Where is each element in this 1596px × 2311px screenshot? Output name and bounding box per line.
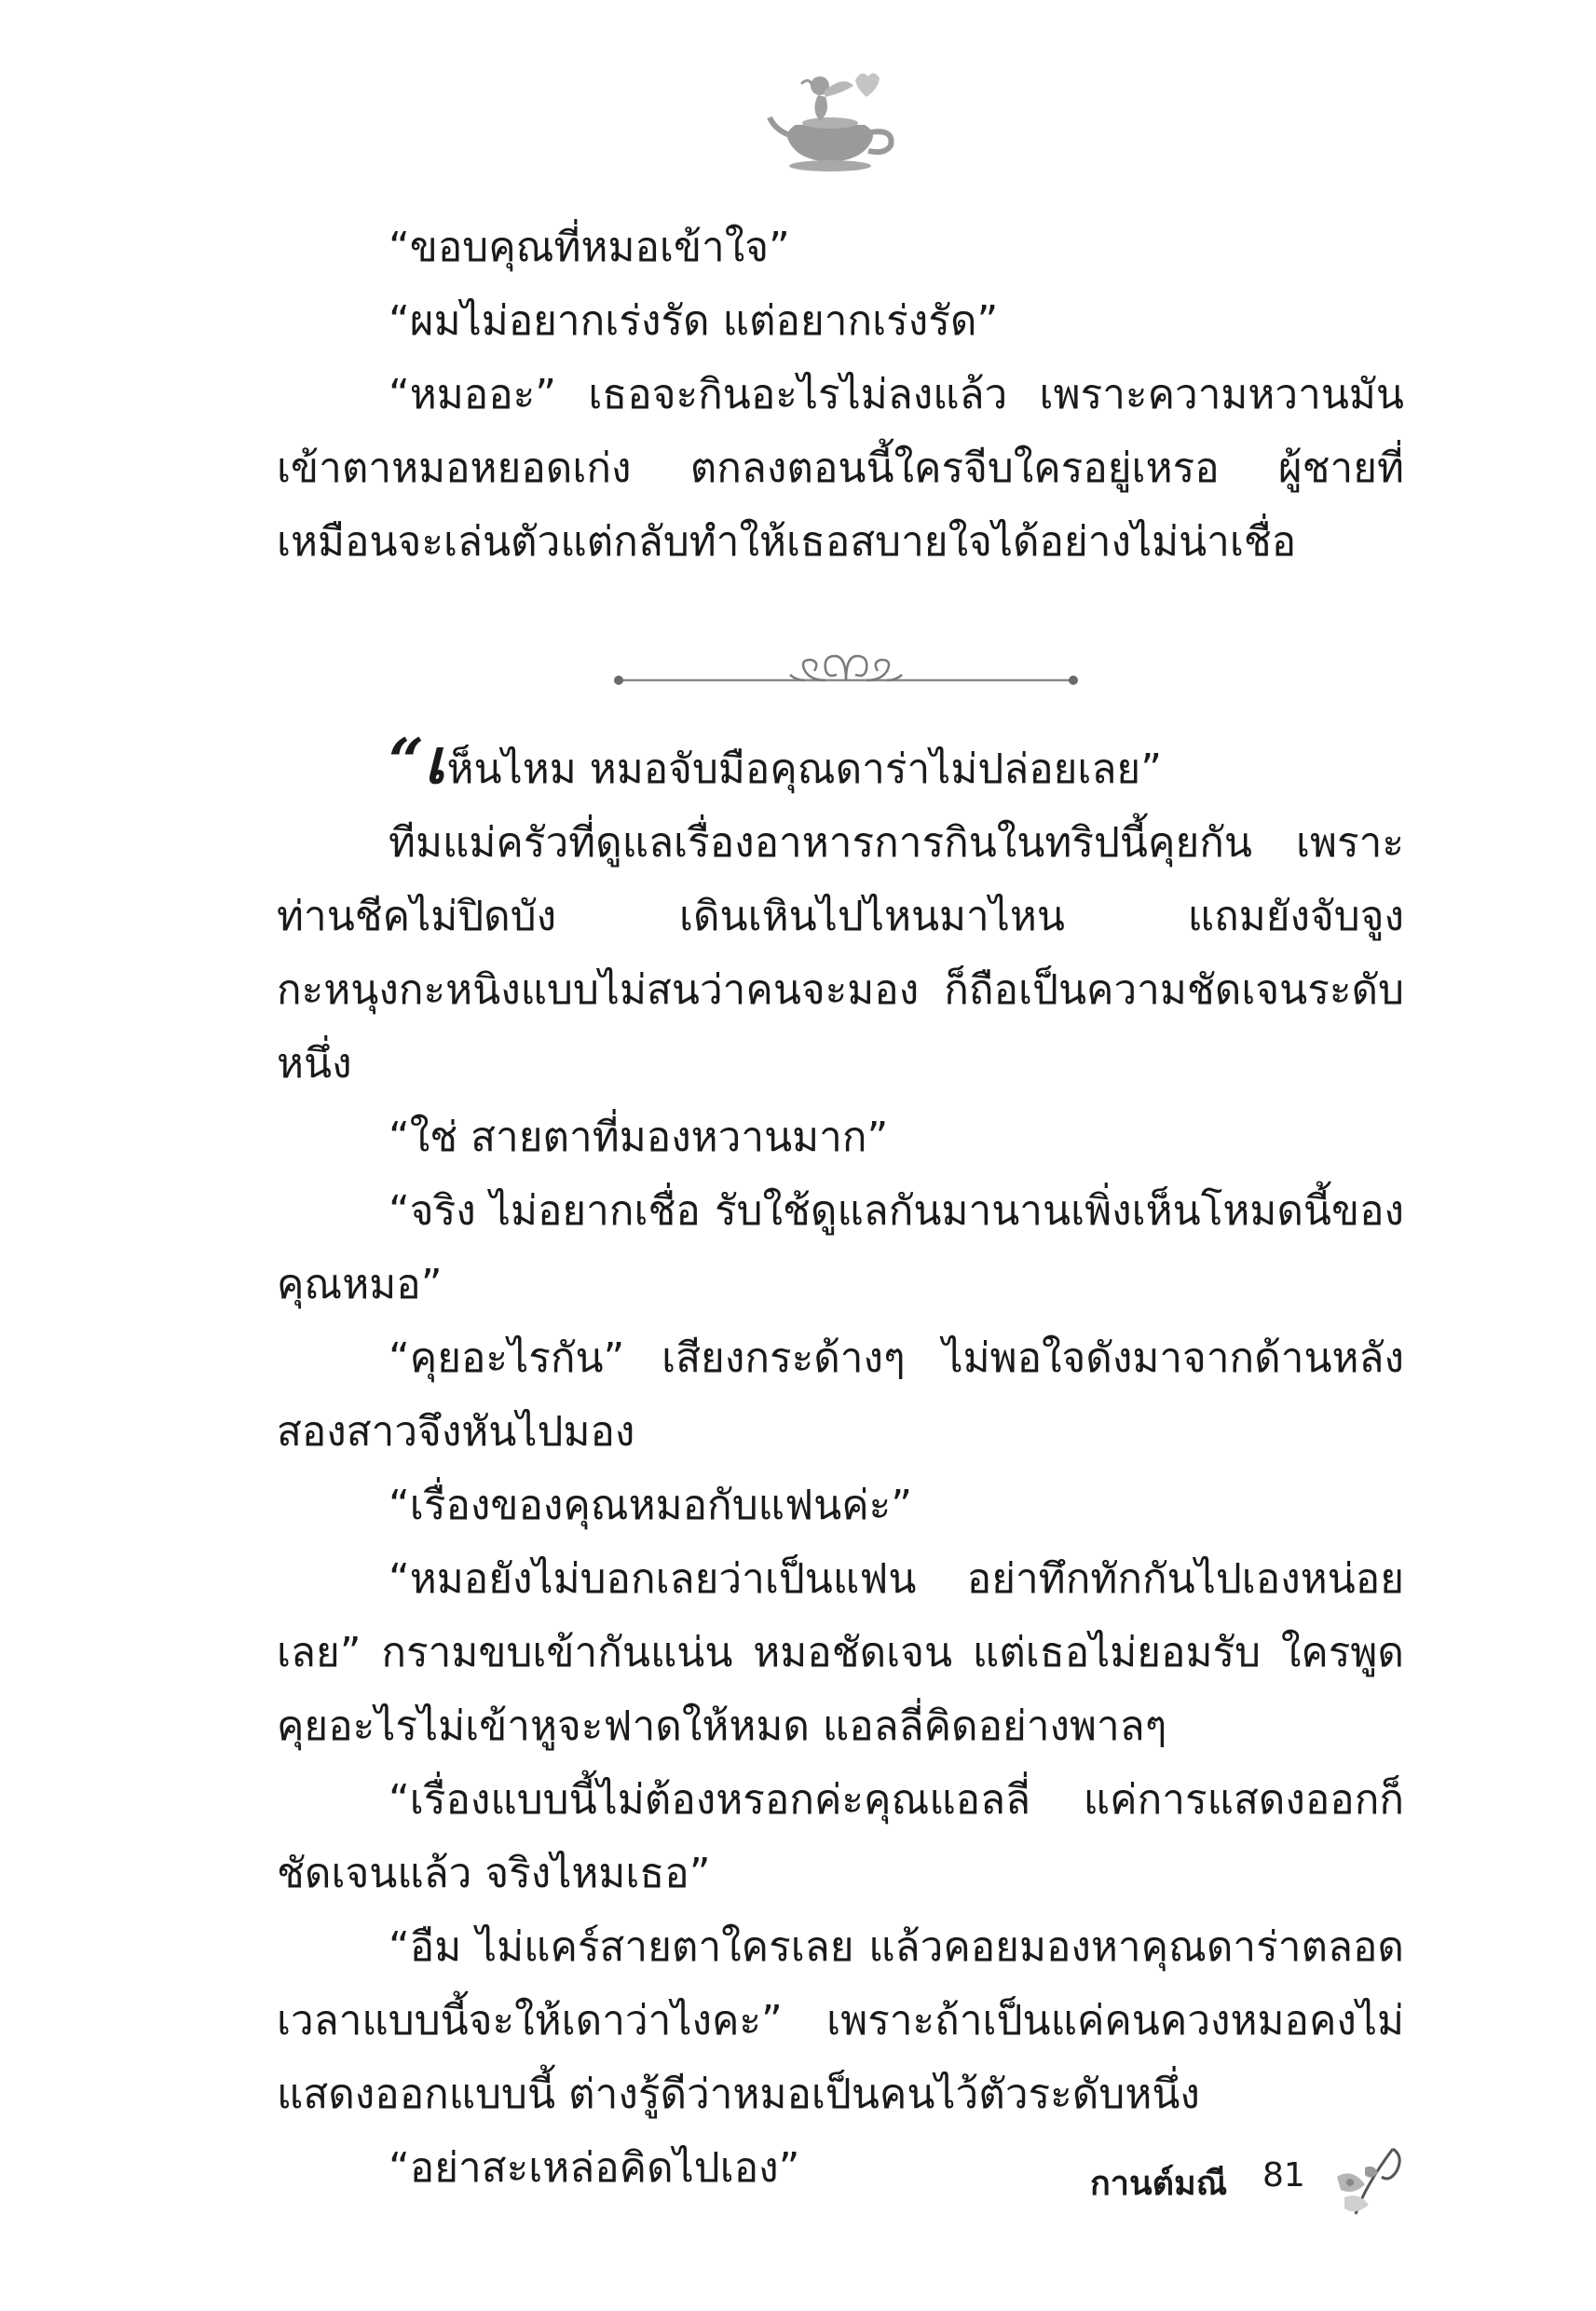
- page-footer: [0, 2140, 1596, 2223]
- paragraph: “เรื่องแบบนี้ไม่ต้องหรอกค่ะคุณแอลลี่ แค่การแสดงออกก็ชัดเจนแล้ว จริงไหมเธอ”: [277, 1776, 1404, 1897]
- book-title: กานต์มณี: [1090, 2165, 1228, 2203]
- paragraph: “อย่าสะเหล่อคิดไปเอง”: [389, 2144, 800, 2192]
- opening-quote: “: [389, 725, 424, 798]
- drop-cap: [389, 725, 445, 798]
- floral-corner-icon: [1328, 2140, 1412, 2223]
- paragraph: “หมออะ” เธอจะกินอะไรไม่ลงแล้ว เพราะความหวานมันเข้าตาหมอหยอดเก่ง ตกลงตอนนี้ใครจีบใครอยู่เหรอ ผู้ชายที่เหมือนจะเล่นตัวแต่กลับทำให้เธอสบายใจได้อย่างไม่น่าเชื่อ: [277, 371, 1404, 566]
- paragraph: “ผมไม่อยากเร่งรัด แต่อยากเร่งรัด”: [389, 297, 999, 345]
- paragraph: “อืม ไม่แคร์สายตาใครเลย แล้วคอยมองหาคุณดาร่าตลอดเวลาแบบนี้จะให้เดาว่าไงคะ” เพราะถ้าเป็นแค่คนควงหมอคงไม่แสดงออกแบบนี้ ต่างรู้ดีว่าหมอเป็นคนไว้ตัวระดับหนึ่ง: [277, 1923, 1404, 2118]
- drop-letter: เ: [423, 725, 445, 798]
- paragraph: “คุยอะไรกัน” เสียงกระด้างๆ ไม่พอใจดังมาจากด้านหลัง สองสาวจึงหันไปมอง: [277, 1334, 1404, 1456]
- opening-paragraph: [277, 725, 1404, 806]
- text-section-bottom: [277, 725, 1404, 2205]
- opening-text: ห็นไหม หมอจับมือคุณดาร่าไม่ปล่อยเลย”: [446, 745, 1162, 793]
- text-section-top: [277, 211, 1404, 579]
- paragraph: “หมอยังไม่บอกเลยว่าเป็นแฟน อย่าทึกทักกันไปเองหน่อยเลย” กรามขบเข้ากันแน่น หมอชัดเจน แต่เธอไม่ยอมรับ ใครพูดคุยอะไรไม่เข้าหูจะฟาดให้หมด แอลลี่คิดอย่างพาลๆ: [277, 1555, 1404, 1750]
- teapot-cupid-icon: [764, 58, 904, 181]
- paragraph: “เรื่องของคุณหมอกับแฟนค่ะ”: [389, 1482, 913, 1529]
- ornamental-divider: [613, 641, 1079, 706]
- page-number: 81: [1262, 2156, 1305, 2195]
- paragraph: “จริง ไม่อยากเชื่อ รับใช้ดูแลกันมานานเพิ่งเห็นโหมดนี้ของคุณหมอ”: [277, 1187, 1404, 1308]
- paragraph: “ขอบคุณที่หมอเข้าใจ”: [389, 224, 790, 271]
- paragraph: “ใช่ สายตาที่มองหวานมาก”: [389, 1114, 889, 1161]
- paragraph: ทีมแม่ครัวที่ดูแลเรื่องอาหารการกินในทริปนี้คุยกัน เพราะท่านชีคไม่ปิดบัง เดินเหินไปไหนมาไหน แถมยังจับจูงกะหนุงกะหนิงแบบไม่สนว่าคนจะมอง ก็ถือเป็นความชัดเจนระดับหนึ่ง: [277, 819, 1404, 1087]
